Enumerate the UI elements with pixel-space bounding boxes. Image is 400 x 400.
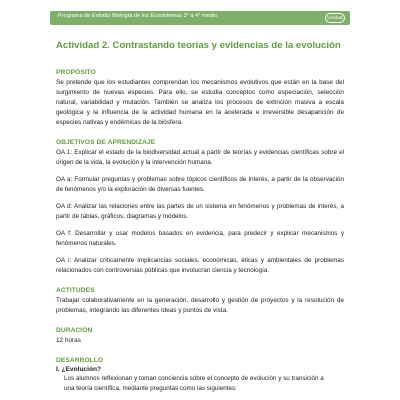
header-bar: [50, 11, 350, 31]
development-line: Los alumnos reflexionan y toman conciencia sobre el concepto de evolución y su transición a: [64, 374, 324, 382]
attitudes-text: Trabajar colaborativamente en la generación, desarrollo y gestión de proyectos y la resolución de problemas, integrando las diferentes ideas y puntos de vista.: [56, 296, 344, 314]
development-subheading: I. ¿Evolución?: [56, 365, 102, 373]
duration-text: 12 horas: [56, 336, 81, 344]
duration-heading: DURACIÓN: [56, 326, 93, 334]
development-heading: DESARROLLO: [56, 356, 104, 364]
purpose-text: Se pretende que los estudiantes comprendan los mecanismos evolutivos que están en la base del surgimiento de nuevas especies. Para ello, se estudia conceptos como especiación, selección natural, variabilidad y mutación. También se analiza los procesos de extinción masiva a escala geológica y la influencia de la actividad humana en la acelerada e irreversible desaparición de especies nativas y endémicas de la biósfera.: [56, 79, 344, 127]
document-body: [56, 40, 344, 394]
program-title: Programa de Estudio Biología de los Ecosistemas 3° a 4° medio: [58, 13, 218, 19]
purpose-heading: PROPÓSITO: [56, 69, 96, 76]
objective-item: OA 1: Explicar el estado de la biodiversidad actual a partir de teorías y evidencias científicas sobre el origen de la vida, la evolución y la intervención humana.: [56, 149, 344, 167]
objective-item: OA d: Analizar las relaciones entre las partes de un sistema en fenómenos y problemas de interés, a partir de tablas, gráficos, diagramas y modelos.: [56, 203, 344, 220]
attitudes-heading: ACTITUDES: [56, 286, 95, 294]
objective-item: OA a: Formular preguntas y problemas sobre tópicos científicos de interés, a partir de la observación de fenómenos y/o la exploración de diversas fuentes.: [56, 176, 344, 194]
unit-badge: Unidad 1: [325, 13, 345, 23]
objective-item: OA i: Analizar críticamente implicancias sociales, económicas, éticas y ambientales de problemas relacionados con controversias públicas que involucran ciencia y tecnología.: [56, 256, 344, 274]
activity-title: Actividad 2. Contrastando teorías y evidencias de la evolución: [56, 40, 341, 51]
development-line: una teoría científica, mediante preguntas como las siguientes:: [64, 384, 237, 392]
objective-item: OA f: Desarrollar y usar modelos basados en evidencia, para predecir y explicar mecanismos y fenómenos naturales.: [56, 229, 344, 247]
objectives-heading: OBJETIVOS DE APRENDIZAJE: [56, 139, 156, 147]
